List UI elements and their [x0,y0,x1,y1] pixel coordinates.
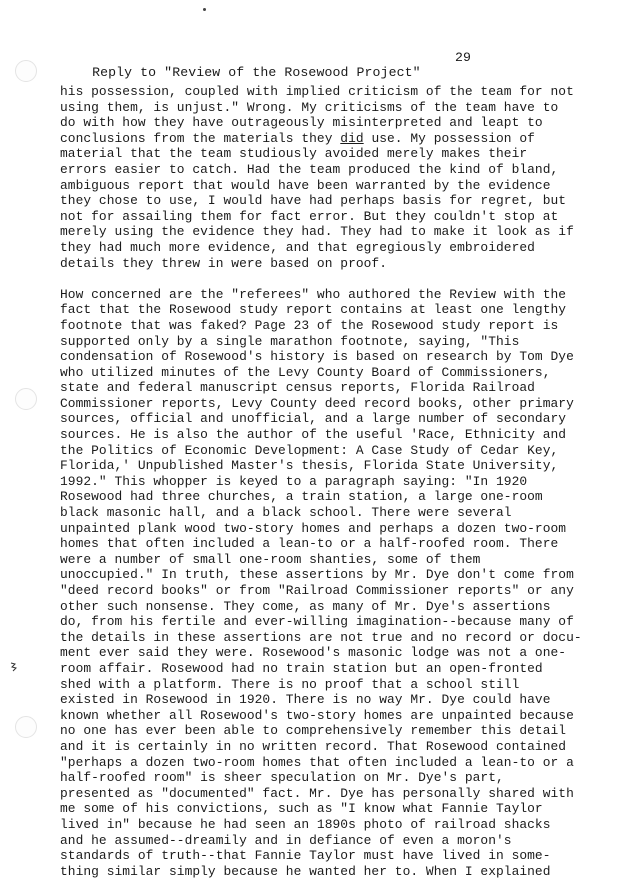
text-line: fact that the Rosewood study report contains at least one lengthy [60,302,567,318]
paragraph-2 [60,287,632,879]
text-segment: conclusions from the materials they [60,130,341,146]
text-line: other such nonsense. They come, as many of Mr. Dye's assertions [60,598,551,614]
text-line: they had much more evidence, and that egregiously embroidered [60,239,535,255]
margin-scribble-icon [9,661,19,673]
page-speck [203,8,206,11]
text-line: using them, is unjust." Wrong. My criticisms of the team have to [60,99,559,115]
text-line: half-roofed room" is sheer speculation on Mr. Dye's part, [60,770,504,786]
text-line: ment ever said they were. Rosewood's masonic lodge was not a one- [60,645,567,661]
text-line: were a number of small one-room shanties, some of them [60,551,481,567]
text-line: Rosewood had three churches, a train station, a large one-room [60,489,543,505]
text-line: ambiguous report that would have been warranted by the evidence [60,177,551,193]
text-line: no one has ever been able to comprehensively remember this detail [60,723,567,739]
page-number: 29 [455,50,472,65]
text-line [60,131,632,147]
text-line: black masonic hall, and a black school. There were several [60,505,512,521]
text-line: presented as "documented" fact. Mr. Dye has personally shared with [60,785,574,801]
text-line: do, from his fertile and ever-willing imagination--because many of [60,614,574,630]
text-line: existed in Rosewood in 1920. There is no way Mr. Dye could have [60,692,551,708]
text-line: Commissioner reports, Levy County deed record books, other primary [60,395,574,411]
punch-hole-middle [15,388,37,410]
header-title: Reply to "Review of the Rosewood Project" [92,65,421,80]
text-segment: use. My possession of [363,130,535,146]
text-line: his possession, coupled with implied criticism of the team for not [60,84,574,99]
text-line: "deed record books" or from "Railroad Commissioner reports" or any [60,583,574,598]
text-line: homes that often included a lean-to or a half-roofed room. There [60,536,559,552]
text-line: footnote that was faked? Page 23 of the Rosewood study report is [60,317,559,333]
text-line: the details in these assertions are not true and no record or docu- [60,629,582,645]
text-line: merely using the evidence they had. They had to make it look as if [60,224,574,240]
text-line: do with how they have outrageously misinterpreted and leapt to [60,115,543,131]
text-line: material that the team studiously avoided merely makes their [60,146,528,162]
text-line: me some of his convictions, such as "I know what Fannie Taylor [60,801,543,817]
text-line: 1992." This whopper is keyed to a paragraph saying: "In 1920 [60,473,528,489]
text-line: details they threw in were based on proof. [60,255,387,271]
text-line: standards of truth--that Fannie Taylor must have lived in some- [60,848,551,864]
text-line: condensation of Rosewood's history is based on research by Tom Dye [60,349,574,365]
text-line: and it is certainly in no written record. That Rosewood contained [60,738,567,754]
text-line: they chose to use, I would have had perhaps basis for regret, but [60,193,567,209]
text-line: thing similar simply because he wanted her to. When I explained [60,863,551,879]
text-line: unoccupied." In truth, these assertions by Mr. Dye don't come from [60,567,574,583]
paragraph-1 [60,84,632,271]
text-line: room affair. Rosewood had no train station but an open-fronted [60,660,543,676]
text-line: unpainted plank wood two-story homes and perhaps a dozen two-room [60,520,567,536]
text-line: the Politics of Economic Development: A Case Study of Cedar Key, [60,442,559,458]
body-text [60,84,632,879]
text-line: errors easier to catch. Had the team produced the kind of bland, [60,161,559,177]
text-line: not for assailing them for fact error. But they couldn't stop at [60,208,559,224]
punch-hole-top [15,60,37,82]
text-line: known whether all Rosewood's two-story homes are unpainted because [60,707,574,723]
punch-hole-bottom [15,716,37,738]
text-line: supported only by a single marathon footnote, saying, "This [60,333,520,349]
text-line: sources, official and unofficial, and a large number of secondary [60,411,567,427]
text-line: who utilized minutes of the Levy County Board of Commissioners, [60,364,551,380]
text-line: and he assumed--dreamily and in defiance of even a moron's [60,832,512,848]
text-line: shed with a platform. There is no proof that a school still [60,676,520,692]
text-line: How concerned are the "referees" who authored the Review with the [60,286,567,302]
text-line: "perhaps a dozen two-room homes that often included a lean-to or a [60,754,574,770]
text-line: state and federal manuscript census reports, Florida Railroad [60,380,535,396]
text-line: lived in" because he had seen an 1890s photo of railroad shacks [60,816,551,832]
underlined-word: did [340,130,364,146]
paragraph-gap [60,271,632,287]
text-line: Florida,' Unpublished Master's thesis, Florida State University, [60,458,559,474]
text-line: sources. He is also the author of the useful 'Race, Ethnicity and [60,427,567,443]
